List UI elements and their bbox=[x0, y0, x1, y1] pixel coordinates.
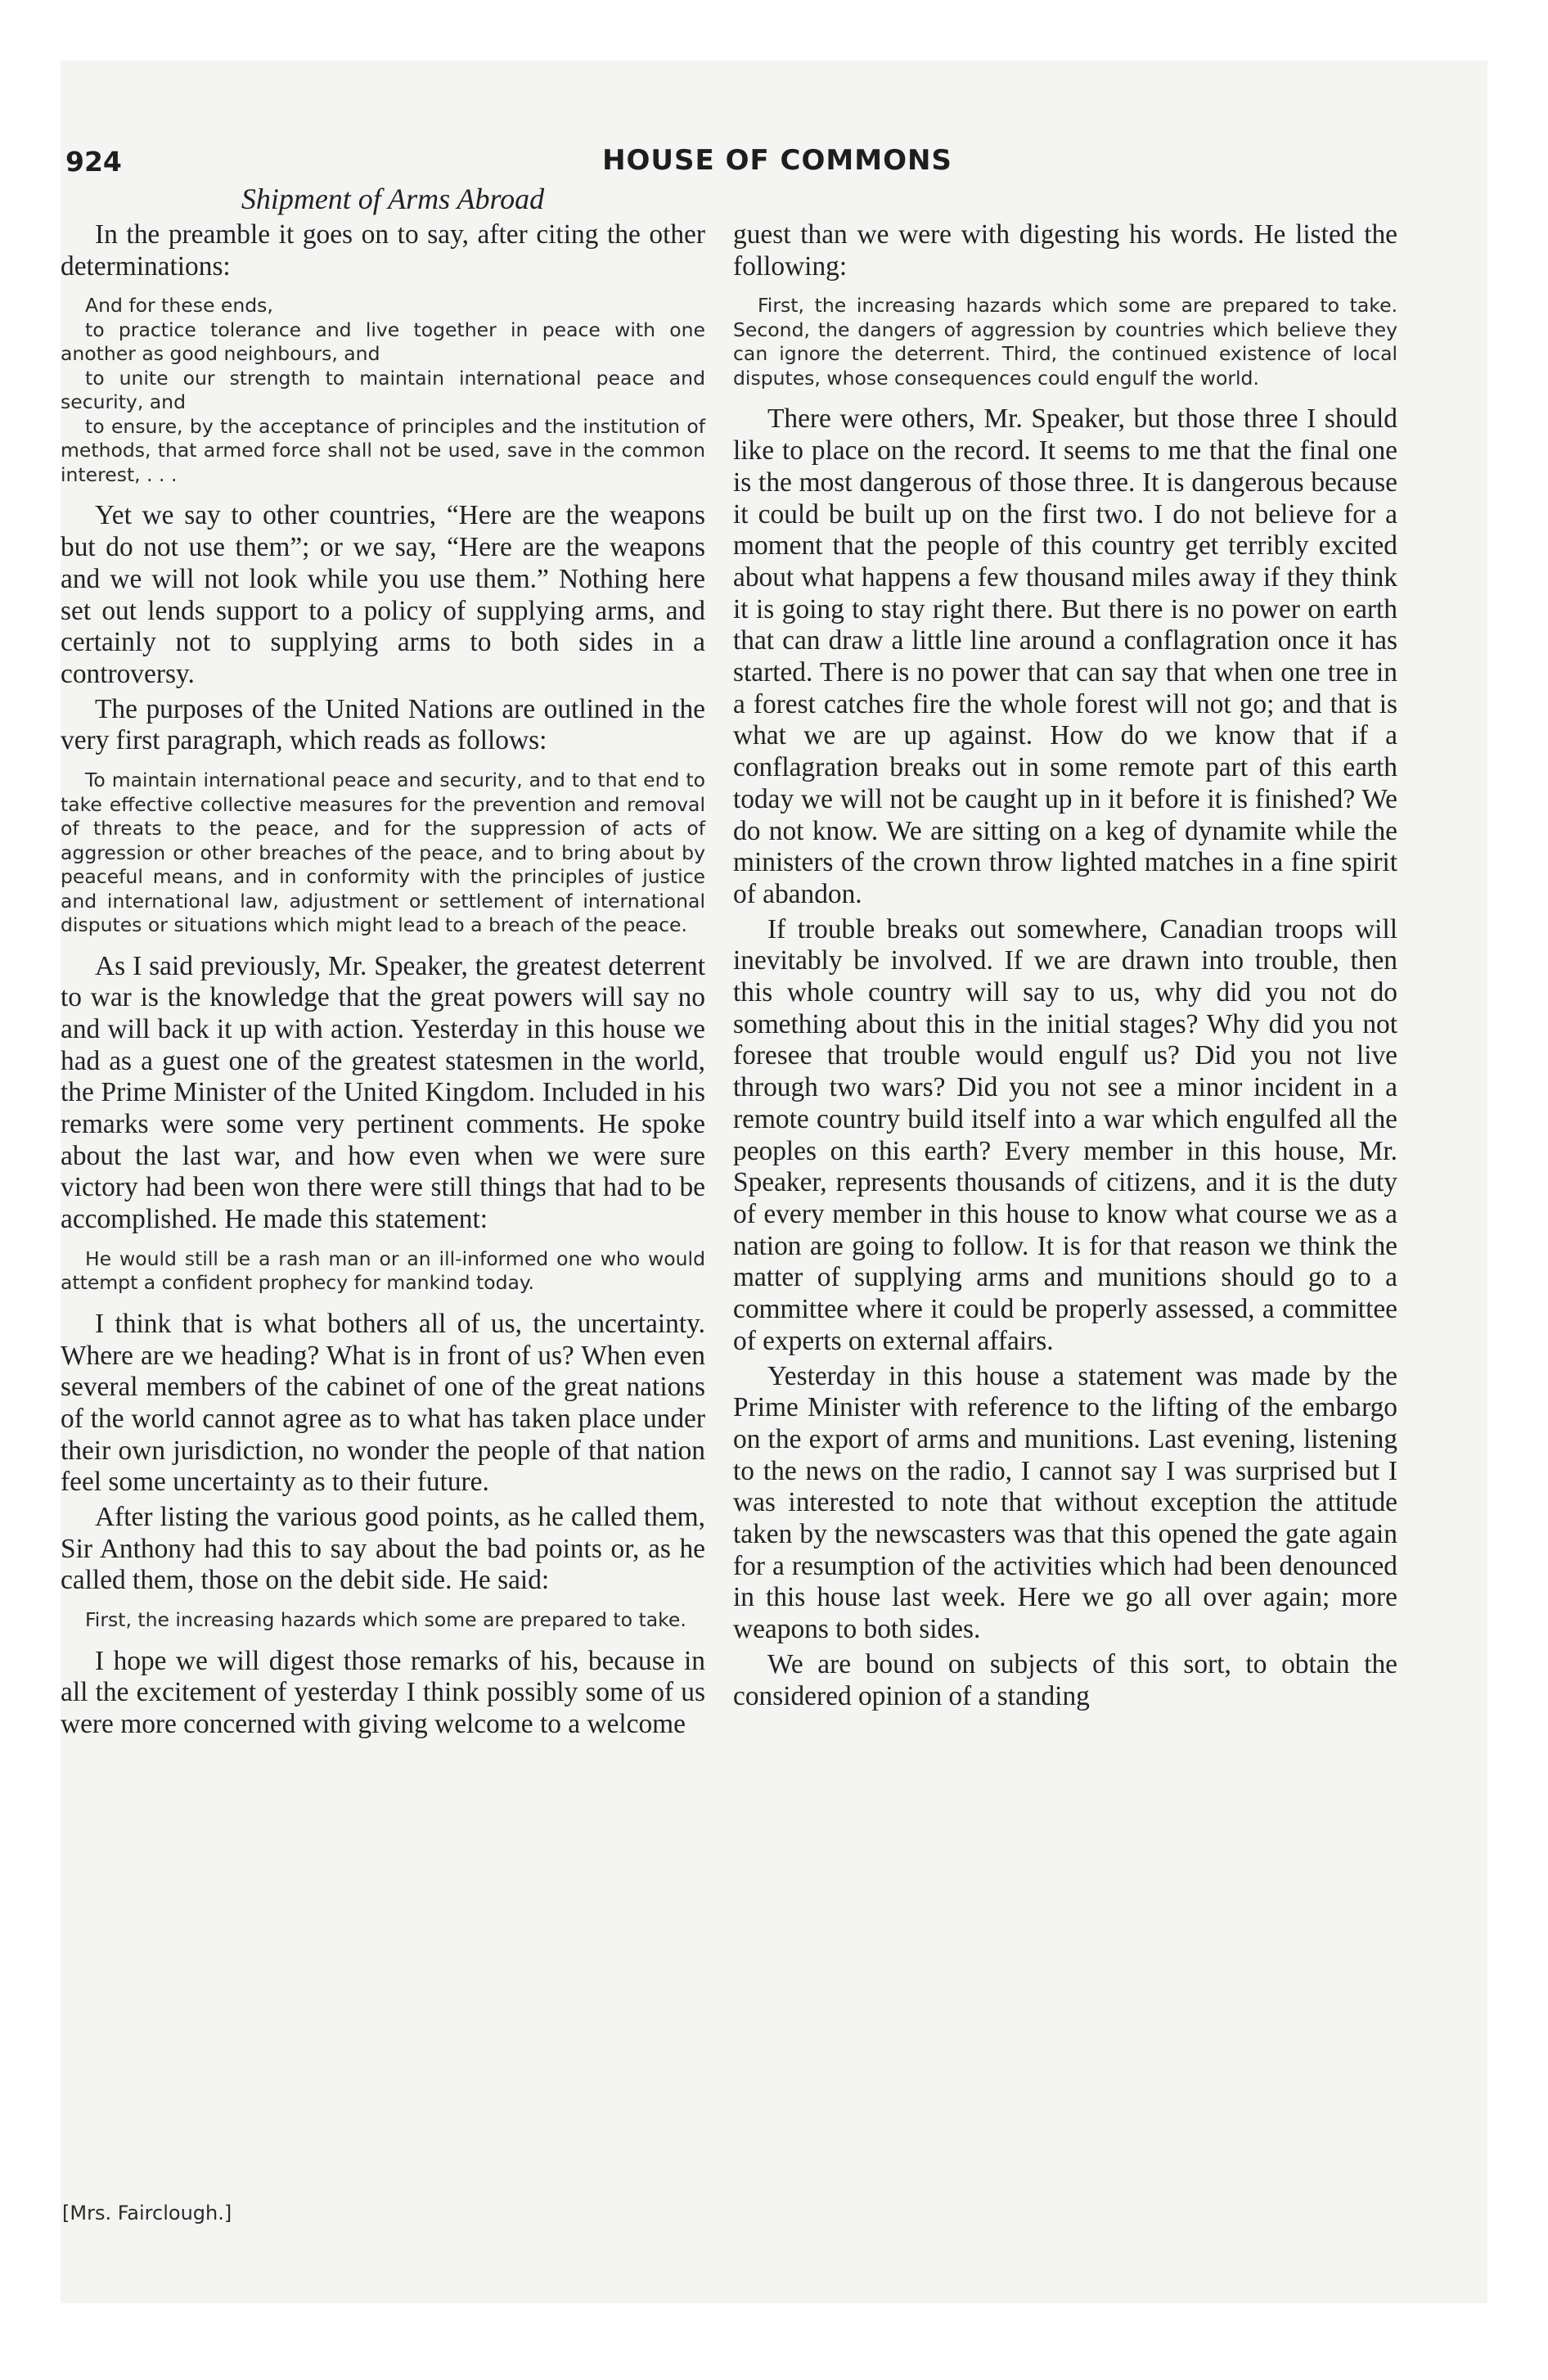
paragraph: After listing the various good points, as he called them, Sir Anthony had this to say about the bad points or, as he called them, those on the debit side. He said: bbox=[61, 1502, 705, 1596]
left-column bbox=[61, 219, 705, 1744]
block-quote: First, the increasing hazards which some are prepared to take. Second, the dangers of aggression by countries which believe they can ignore the deterrent. Third, the continued existence of local disputes, whose consequences could engulf the world. bbox=[733, 294, 1397, 390]
paragraph-continued: guest than we were with digesting his words. He listed the following: bbox=[733, 219, 1397, 282]
block-quote: To maintain international peace and security, and to that end to take effective collective measures for the prevention and removal of threats to the peace, and for the suppression of acts of aggression or other breaches of the peace, and to bring about by peaceful means, and in conformity with the principles of justice and international law, adjustment or settlement of international disputes or situations which might lead to a breach of the peace. bbox=[61, 769, 705, 937]
paragraph: In the preamble it goes on to say, after citing the other determinations: bbox=[61, 219, 705, 282]
block-quote: First, the increasing hazards which some are prepared to take. bbox=[85, 1608, 686, 1632]
quote-line: And for these ends, bbox=[85, 294, 273, 318]
paragraph: Yet we say to other countries, “Here are the weapons but do not use them”; or we say, “Here are the weapons and we will not look while you use them.” Nothing here set out lends support to a policy of supplying arms, and certainly not to supplying arms to both sides in a controversy. bbox=[61, 500, 705, 689]
quote-line: to practice tolerance and live together in peace with one another as good neighbours, and bbox=[61, 318, 705, 366]
page-number: 924 bbox=[65, 146, 122, 178]
right-column bbox=[733, 219, 1397, 1715]
paragraph: The purposes of the United Nations are outlined in the very first paragraph, which reads as follows: bbox=[61, 693, 705, 756]
block-quote bbox=[61, 294, 705, 487]
paragraph: I hope we will digest those remarks of his, because in all the excitement of yesterday I think possibly some of us were more concerned with giving welcome to a welcome bbox=[61, 1645, 705, 1740]
paragraph: As I said previously, Mr. Speaker, the greatest deterrent to war is the knowledge that the great powers will say no and will back it up with action. Yesterday in this house we had as a guest one of the greatest statesmen in the world, the Prime Minister of the United Kingdom. Included in his remarks were some very pertinent comments. He spoke about the last war, and how even when we were sure victory had been won there were still things that had to be accomplished. He made this statement: bbox=[61, 950, 705, 1235]
block-quote: He would still be a rash man or an ill-informed one who would attempt a confident prophecy for mankind today. bbox=[61, 1246, 705, 1295]
speaker-attribution: [Mrs. Fairclough.] bbox=[62, 2202, 232, 2224]
quote-line: to unite our strength to maintain international peace and security, and bbox=[61, 366, 705, 414]
running-head: HOUSE OF COMMONS bbox=[602, 144, 952, 177]
paragraph: Yesterday in this house a statement was made by the Prime Minister with reference to the lifting of the embargo on the export of arms and munitions. Last evening, listening to the news on the radio, I cannot say I was surprised but I was interested to note that without exception the attitude taken by the newscasters was that this opened the gate again for a resumption of the activities which had been denounced in this house last week. Here we go all over again; more weapons to both sides. bbox=[733, 1360, 1397, 1645]
paragraph: There were others, Mr. Speaker, but those three I should like to place on the record. It seems to me that the final one is the most dangerous of those three. It is dangerous because it could be built up on the first two. I do not believe for a moment that the people of this country get terribly excited about what happens a few thousand miles away if they think it is going to stay right there. But there is no power on earth that can draw a little line around a conflagration once it has started. There is no power that can say that when one tree in a forest catches fire the whole forest will not go; and that is what we are up against. How do we know that if a conflagration breaks out in some remote part of this earth today we will not be caught up in it before it is finished? We do not know. We are sitting on a keg of dynamite while the ministers of the crown throw lighted matches in a fine spirit of abandon. bbox=[733, 403, 1397, 909]
quote-line: to ensure, by the acceptance of principles and the institution of methods, that armed force shall not be used, save in the common interest, . . . bbox=[61, 414, 705, 486]
paragraph: If trouble breaks out somewhere, Canadian troops will inevitably be involved. If we are drawn into trouble, then this whole country will say to us, why did you not do something about this in the initial stages? Why did you not foresee that trouble would engulf us? Did you not live through two wars? Did you not see a minor incident in a remote country build itself into a war which engulfed all the peoples on this earth? Every member in this house, Mr. Speaker, represents thousands of citizens, and it is the duty of every member in this house to know what course we as a nation are going to follow. It is for that reason we think the matter of supplying arms and munitions should go to a committee where it could be properly assessed, a committee of experts on external affairs. bbox=[733, 913, 1397, 1356]
paragraph: We are bound on subjects of this sort, to obtain the considered opinion of a standing bbox=[733, 1648, 1397, 1711]
paragraph: I think that is what bothers all of us, the uncertainty. Where are we heading? What is in front of us? When even several members of the cabinet of one of the great nations of the world cannot agree as to what has taken place under their own jurisdiction, no wonder the people of that nation feel some uncertainty as to their future. bbox=[61, 1308, 705, 1498]
subject-heading: Shipment of Arms Abroad bbox=[241, 183, 545, 215]
